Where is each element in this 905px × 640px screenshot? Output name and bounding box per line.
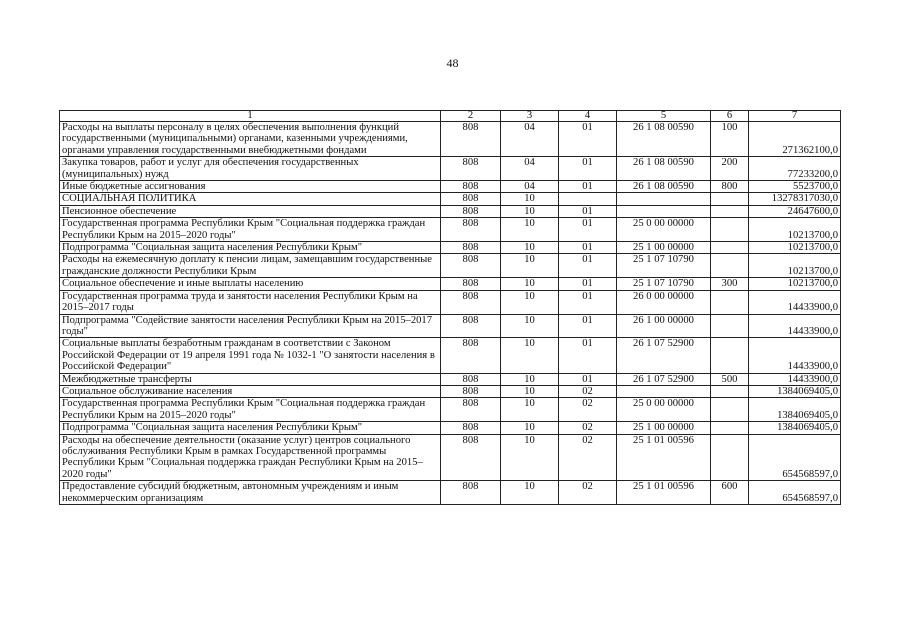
table-row <box>60 422 841 434</box>
row-amount: 5523700,0 <box>749 181 841 193</box>
row-name: СОЦИАЛЬНАЯ ПОЛИТИКА <box>60 193 441 205</box>
row-section-code: 04 <box>501 122 559 157</box>
row-target-article: 26 0 00 00000 <box>617 290 711 314</box>
column-header: 6 <box>711 111 749 122</box>
row-ved-code: 808 <box>441 122 501 157</box>
row-subsection-code: 01 <box>559 122 617 157</box>
row-target-article: 25 1 07 10790 <box>617 278 711 290</box>
table-row <box>60 181 841 193</box>
row-section-code: 10 <box>501 205 559 217</box>
row-expense-type <box>711 242 749 254</box>
row-subsection-code: 01 <box>559 157 617 181</box>
row-ved-code: 808 <box>441 434 501 481</box>
row-section-code: 10 <box>501 373 559 385</box>
column-header: 2 <box>441 111 501 122</box>
row-target-article: 25 1 01 00596 <box>617 434 711 481</box>
table-row <box>60 434 841 481</box>
table-row <box>60 278 841 290</box>
row-expense-type <box>711 193 749 205</box>
row-section-code: 10 <box>501 434 559 481</box>
row-amount: 14433900,0 <box>749 373 841 385</box>
header-row <box>60 111 841 122</box>
row-subsection-code: 02 <box>559 398 617 422</box>
row-section-code: 10 <box>501 422 559 434</box>
row-ved-code: 808 <box>441 278 501 290</box>
row-subsection-code: 01 <box>559 242 617 254</box>
row-section-code: 04 <box>501 181 559 193</box>
budget-table <box>59 110 841 505</box>
row-section-code: 10 <box>501 242 559 254</box>
row-amount: 1384069405,0 <box>749 385 841 397</box>
table-body <box>60 111 841 505</box>
table-row <box>60 157 841 181</box>
row-target-article: 26 1 08 00590 <box>617 157 711 181</box>
table-row <box>60 218 841 242</box>
row-ved-code: 808 <box>441 373 501 385</box>
row-amount: 14433900,0 <box>749 314 841 338</box>
table-row <box>60 338 841 373</box>
row-name: Межбюджетные трансферты <box>60 373 441 385</box>
row-expense-type: 500 <box>711 373 749 385</box>
row-expense-type <box>711 205 749 217</box>
row-ved-code: 808 <box>441 338 501 373</box>
table-row <box>60 290 841 314</box>
row-subsection-code: 01 <box>559 205 617 217</box>
column-header: 5 <box>617 111 711 122</box>
row-expense-type: 100 <box>711 122 749 157</box>
row-amount: 1384069405,0 <box>749 422 841 434</box>
row-subsection-code: 01 <box>559 290 617 314</box>
row-name: Расходы на обеспечение деятельности (оказание услуг) центров социального обслуживания Республики Крым в рамках Государственной программы Республики Крым "Социальная поддержка граждан Республики Крым на 2015–2020 годы" <box>60 434 441 481</box>
row-amount: 10213700,0 <box>749 218 841 242</box>
row-name: Подпрограмма "Социальная защита населения Республики Крым" <box>60 242 441 254</box>
row-subsection-code: 01 <box>559 218 617 242</box>
row-ved-code: 808 <box>441 422 501 434</box>
row-subsection-code: 02 <box>559 385 617 397</box>
row-target-article <box>617 193 711 205</box>
row-subsection-code: 02 <box>559 422 617 434</box>
row-target-article <box>617 205 711 217</box>
row-expense-type <box>711 314 749 338</box>
row-subsection-code: 01 <box>559 254 617 278</box>
row-expense-type: 200 <box>711 157 749 181</box>
row-name: Закупка товаров, работ и услуг для обеспечения государственных (муниципальных) нужд <box>60 157 441 181</box>
row-section-code: 10 <box>501 193 559 205</box>
row-ved-code: 808 <box>441 157 501 181</box>
row-name: Государственная программа Республики Крым "Социальная поддержка граждан Республики Крым на 2015–2020 годы" <box>60 218 441 242</box>
row-ved-code: 808 <box>441 385 501 397</box>
row-ved-code: 808 <box>441 193 501 205</box>
row-target-article: 26 1 08 00590 <box>617 181 711 193</box>
row-ved-code: 808 <box>441 290 501 314</box>
row-ved-code: 808 <box>441 181 501 193</box>
table-row <box>60 122 841 157</box>
row-target-article: 25 0 00 00000 <box>617 398 711 422</box>
row-name: Подпрограмма "Социальная защита населения Республики Крым" <box>60 422 441 434</box>
column-header: 7 <box>749 111 841 122</box>
row-subsection-code: 01 <box>559 373 617 385</box>
row-name: Социальные выплаты безработным гражданам в соответствии с Законом Российской Федерации от 19 апреля 1991 года № 1032-1 "О занятости населения в Российской Федерации" <box>60 338 441 373</box>
row-section-code: 10 <box>501 385 559 397</box>
row-target-article: 25 1 01 00596 <box>617 481 711 505</box>
row-target-article: 25 1 00 00000 <box>617 242 711 254</box>
column-header: 4 <box>559 111 617 122</box>
row-name: Государственная программа Республики Крым "Социальная поддержка граждан Республики Крым на 2015–2020 годы" <box>60 398 441 422</box>
row-target-article: 26 1 00 00000 <box>617 314 711 338</box>
row-name: Иные бюджетные ассигнования <box>60 181 441 193</box>
row-expense-type <box>711 218 749 242</box>
row-expense-type: 800 <box>711 181 749 193</box>
row-amount: 14433900,0 <box>749 338 841 373</box>
row-ved-code: 808 <box>441 481 501 505</box>
column-header: 3 <box>501 111 559 122</box>
table-row <box>60 373 841 385</box>
row-name: Подпрограмма "Содействие занятости населения Республики Крым на 2015–2017 годы" <box>60 314 441 338</box>
row-section-code: 10 <box>501 314 559 338</box>
row-amount: 10213700,0 <box>749 254 841 278</box>
row-target-article: 25 1 00 00000 <box>617 422 711 434</box>
table-row <box>60 398 841 422</box>
row-subsection-code: 01 <box>559 314 617 338</box>
row-amount: 10213700,0 <box>749 278 841 290</box>
table-row <box>60 481 841 505</box>
table-row <box>60 254 841 278</box>
page-number: 48 <box>446 56 459 70</box>
row-target-article <box>617 385 711 397</box>
row-amount: 10213700,0 <box>749 242 841 254</box>
row-name: Социальное обеспечение и иные выплаты населению <box>60 278 441 290</box>
row-name: Государственная программа труда и занятости населения Республики Крым на 2015–2017 годы <box>60 290 441 314</box>
row-section-code: 10 <box>501 338 559 373</box>
row-name: Социальное обслуживание населения <box>60 385 441 397</box>
table-row <box>60 242 841 254</box>
row-ved-code: 808 <box>441 254 501 278</box>
row-target-article: 26 1 08 00590 <box>617 122 711 157</box>
row-subsection-code: 01 <box>559 181 617 193</box>
row-expense-type <box>711 422 749 434</box>
table-row <box>60 385 841 397</box>
row-ved-code: 808 <box>441 205 501 217</box>
row-ved-code: 808 <box>441 242 501 254</box>
row-amount: 1384069405,0 <box>749 398 841 422</box>
row-name: Расходы на ежемесячную доплату к пенсии лицам, замещавшим государственные гражданские должности Республики Крым <box>60 254 441 278</box>
table-row <box>60 205 841 217</box>
row-section-code: 10 <box>501 290 559 314</box>
row-ved-code: 808 <box>441 398 501 422</box>
row-section-code: 10 <box>501 218 559 242</box>
row-amount: 271362100,0 <box>749 122 841 157</box>
row-expense-type <box>711 385 749 397</box>
row-expense-type <box>711 398 749 422</box>
row-expense-type <box>711 254 749 278</box>
row-amount: 14433900,0 <box>749 290 841 314</box>
row-section-code: 10 <box>501 481 559 505</box>
row-section-code: 10 <box>501 278 559 290</box>
row-expense-type: 300 <box>711 278 749 290</box>
row-name: Расходы на выплаты персоналу в целях обеспечения выполнения функций государственными (муниципальными) органами, казенными учреждениями, органами управления государственными внебюджетными фондами <box>60 122 441 157</box>
row-amount: 13278317030,0 <box>749 193 841 205</box>
row-subsection-code <box>559 193 617 205</box>
row-name: Предоставление субсидий бюджетным, автономным учреждениям и иным некоммерческим организациям <box>60 481 441 505</box>
row-expense-type <box>711 290 749 314</box>
row-amount: 77233200,0 <box>749 157 841 181</box>
row-subsection-code: 01 <box>559 338 617 373</box>
row-target-article: 25 0 00 00000 <box>617 218 711 242</box>
row-target-article: 26 1 07 52900 <box>617 338 711 373</box>
row-expense-type <box>711 434 749 481</box>
row-section-code: 10 <box>501 254 559 278</box>
row-expense-type: 600 <box>711 481 749 505</box>
row-expense-type <box>711 338 749 373</box>
row-subsection-code: 01 <box>559 278 617 290</box>
row-name: Пенсионное обеспечение <box>60 205 441 217</box>
row-ved-code: 808 <box>441 218 501 242</box>
table-row <box>60 193 841 205</box>
row-target-article: 26 1 07 52900 <box>617 373 711 385</box>
row-amount: 24647600,0 <box>749 205 841 217</box>
row-subsection-code: 02 <box>559 434 617 481</box>
row-section-code: 10 <box>501 398 559 422</box>
table-row <box>60 314 841 338</box>
row-target-article: 25 1 07 10790 <box>617 254 711 278</box>
row-section-code: 04 <box>501 157 559 181</box>
row-amount: 654568597,0 <box>749 434 841 481</box>
row-subsection-code: 02 <box>559 481 617 505</box>
row-amount: 654568597,0 <box>749 481 841 505</box>
column-header: 1 <box>60 111 441 122</box>
row-ved-code: 808 <box>441 314 501 338</box>
